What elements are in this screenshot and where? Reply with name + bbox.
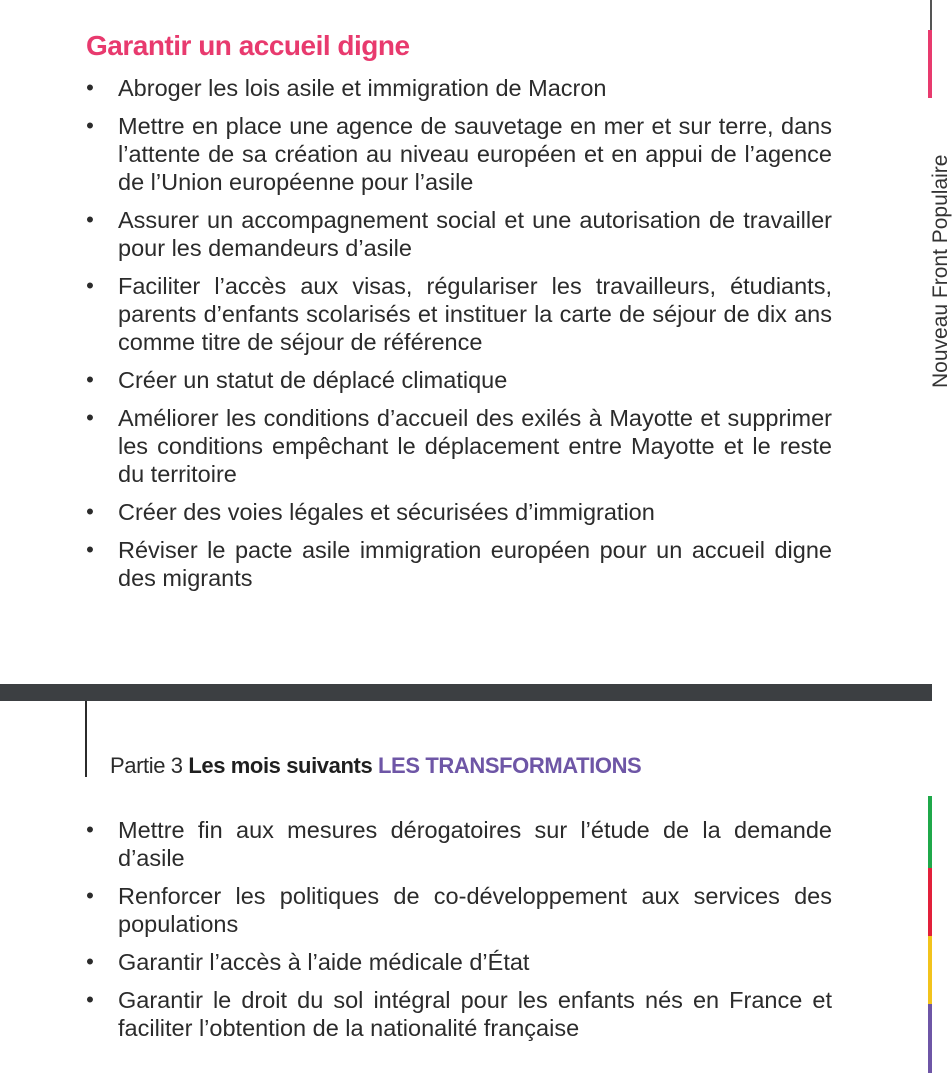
list-item — [84, 404, 832, 488]
part-number: Partie 3 — [110, 753, 183, 778]
bullet-icon: • — [86, 75, 94, 100]
bullet-icon: • — [86, 987, 94, 1012]
list-item — [84, 882, 832, 938]
list-item-text: Réviser le pacte asile immigration européen pour un accueil digne des migrants — [118, 537, 832, 591]
measures-list-continued — [84, 816, 832, 1052]
bullet-icon: • — [86, 883, 94, 908]
bullet-icon: • — [86, 207, 94, 232]
list-item-text: Assurer un accompagnement social et une autorisation de travailler pour les demandeurs d’asile — [118, 207, 832, 261]
list-item-text: Créer des voies légales et sécurisées d’immigration — [118, 499, 655, 525]
list-item — [84, 74, 832, 102]
list-item-text: Abroger les lois asile et immigration de Macron — [118, 75, 607, 101]
list-item — [84, 986, 832, 1042]
list-item-text: Améliorer les conditions d’accueil des exilés à Mayotte et supprimer les conditions empêchant le déplacement entre Mayotte et le reste du territoire — [118, 405, 832, 487]
bullet-icon: • — [86, 113, 94, 138]
list-item — [84, 112, 832, 196]
page-separator — [0, 684, 932, 701]
list-item — [84, 498, 832, 526]
document-page-bottom — [0, 701, 932, 1073]
section-heading: Garantir un accueil digne — [86, 30, 410, 61]
margin-rule — [85, 701, 87, 777]
edge-stripe-purple — [928, 1004, 932, 1073]
list-item-text: Renforcer les politiques de co-développement aux services des populations — [118, 883, 832, 937]
bullet-icon: • — [86, 537, 94, 562]
bullet-icon: • — [86, 817, 94, 842]
list-item — [84, 366, 832, 394]
list-item — [84, 536, 832, 592]
list-item-text: Faciliter l’accès aux visas, régulariser les travailleurs, étudiants, parents d’enfants scolarisés et instituer la carte de séjour de dix ans comme titre de séjour de référence — [118, 273, 832, 355]
vertical-title-text: Nouveau Front Populaire — [929, 154, 952, 388]
bullet-icon: • — [86, 949, 94, 974]
list-item-text: Mettre fin aux mesures dérogatoires sur l’étude de la demande d’asile — [118, 817, 832, 871]
part-title: Les mois suivants — [188, 753, 373, 778]
bullet-icon: • — [86, 273, 94, 298]
edge-stripe-red — [928, 868, 932, 936]
part-header — [110, 753, 641, 779]
edge-stripe-pink — [928, 30, 932, 98]
list-item-text: Mettre en place une agence de sauvetage en mer et sur terre, dans l’attente de sa création au niveau européen et en appui de l’agence de l’Union européenne pour l’asile — [118, 113, 832, 195]
part-theme: LES TRANSFORMATIONS — [378, 753, 642, 778]
bullet-icon: • — [86, 499, 94, 524]
list-item-text: Garantir l’accès à l’aide médicale d’État — [118, 949, 530, 975]
list-item — [84, 816, 832, 872]
list-item-text: Créer un statut de déplacé climatique — [118, 367, 508, 393]
list-item — [84, 272, 832, 356]
edge-rule — [930, 0, 932, 30]
bullet-icon: • — [86, 405, 94, 430]
list-item — [84, 948, 832, 976]
vertical-document-title — [922, 126, 952, 388]
list-item — [84, 206, 832, 262]
edge-stripe-green — [928, 796, 932, 868]
list-item-text: Garantir le droit du sol intégral pour les enfants nés en France et faciliter l’obtention de la nationalité française — [118, 987, 832, 1041]
measures-list — [84, 74, 832, 602]
edge-stripe-yellow — [928, 936, 932, 1004]
bullet-icon: • — [86, 367, 94, 392]
